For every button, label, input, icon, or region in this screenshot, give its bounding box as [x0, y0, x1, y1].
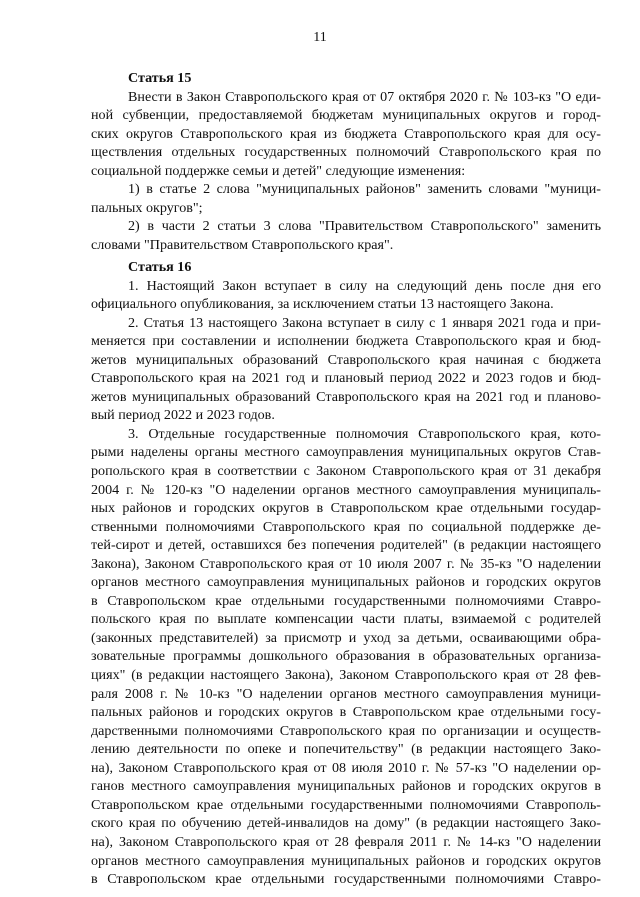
text-line: жетов муниципальных образований Ставропольского края начиная с бюджета: [91, 351, 601, 368]
text-line: циях" (в редакции настоящего Закона), Законом Ставропольского края от 28 фев-: [91, 667, 601, 684]
article-16-heading: Статья 16: [128, 259, 192, 275]
text-line: раля 2008 г. № 10-кз "О наделении органов местного самоуправления муници-: [91, 685, 601, 702]
text-line: Внести в Закон Ставропольского края от 07 октября 2020 г. № 103-кз "О еди-: [128, 88, 601, 105]
text-line: (законных представителей) за присмотр и уход за детьми, осваивающими обра-: [91, 629, 601, 646]
text-line: 2) в части 2 статьи 3 слова "Правительством Ставропольского" заменить: [128, 218, 601, 235]
page-number: 11: [313, 30, 327, 45]
text-line: рыми наделены органы местного самоуправления муниципальных округов Став-: [91, 444, 601, 461]
text-line: в Ставропольском крае отдельными государственными полномочиями Ставро-: [91, 871, 601, 888]
text-line: словами "Правительством Ставропольского края".: [91, 236, 394, 253]
text-line: 2004 г. № 120-кз "О наделении органов местного самоуправления муниципаль-: [91, 481, 601, 498]
article-16-body: [91, 277, 601, 889]
text-line: на), Законом Ставропольского края от 28 февраля 2011 г. № 14-кз "О наделении: [91, 833, 601, 850]
text-line: ных районов и городских округов в Ставропольском крае отдельными государ-: [91, 500, 601, 517]
text-line: социальной поддержке семьи и детей" следующие изменения:: [91, 162, 466, 179]
text-line: ной субвенции, предоставляемой бюджетам муниципальных округов и город-: [91, 107, 601, 124]
text-line: ского края по обучению детей-инвалидов на дому" (в редакции настоящего Зако-: [91, 815, 601, 832]
text-line: зовательные программы дошкольного образования в образовательных организа-: [91, 648, 601, 665]
text-line: ственными полномочиями Ставропольского края по социальной поддержке де-: [91, 518, 601, 535]
text-line: Ставропольского края на 2021 год и плановый период 2022 и 2023 годов и бюд-: [91, 370, 601, 387]
text-line: органов местного самоуправления муниципальных районов и городских округов: [91, 574, 601, 591]
text-line: официального опубликования, за исключением статьи 13 настоящего Закона.: [91, 296, 554, 313]
text-line: жетов муниципальных образований Ставропольского края на 2021 год и планово-: [91, 388, 601, 405]
text-line: лению деятельности по опеке и попечительству" (в редакции настоящего Зако-: [91, 741, 601, 758]
text-line: в Ставропольском крае отдельными государственными полномочиями Ставро-: [91, 592, 601, 609]
text-line: польского края по выплате компенсации части платы, взимаемой с родителей: [91, 611, 601, 628]
text-line: 1. Настоящий Закон вступает в силу на следующий день после дня его: [128, 277, 601, 294]
article-15-body: [91, 88, 601, 255]
article-15: [91, 69, 601, 254]
text-line: пальных районов и городских округов в Ставропольском крае отдельными госу-: [91, 704, 601, 721]
text-line: ганов местного самоуправления муниципальных районов и городских округов в: [91, 778, 601, 795]
article-16: [91, 258, 601, 889]
text-line: Ставропольском крае отдельными государственными полномочиями Ставрополь-: [91, 796, 601, 813]
article-15-heading: Статья 15: [128, 70, 192, 86]
text-line: дарственными полномочиями Ставропольского края по организации и осуществ-: [91, 722, 601, 739]
text-line: пальных округов";: [91, 199, 203, 216]
text-line: 1) в статье 2 слова "муниципальных районов" заменить словами "муници-: [128, 181, 601, 198]
text-line: ропольского края в соответствии с Законом Ставропольского края от 31 декабря: [91, 463, 601, 480]
text-line: органов местного самоуправления муниципальных районов и городских округов: [91, 852, 601, 869]
text-line: ществления отдельных государственных полномочий Ставропольского края по: [91, 144, 601, 161]
text-line: 3. Отдельные государственные полномочия Ставропольского края, кото-: [128, 425, 601, 442]
text-line: вый период 2022 и 2023 годов.: [91, 407, 275, 424]
text-line: Закона), Законом Ставропольского края от 10 июля 2007 г. № 35-кз "О наделении: [91, 555, 601, 572]
text-line: на), Законом Ставропольского края от 08 июля 2010 г. № 57-кз "О наделении ор-: [91, 759, 601, 776]
text-line: 2. Статья 13 настоящего Закона вступает в силу с 1 января 2021 года и при-: [128, 314, 601, 331]
text-line: тей-сирот и детей, оставшихся без попечения родителей" (в редакции настоящего: [91, 537, 601, 554]
text-line: ских округов Ставропольского края из бюджета Ставропольского края для осу-: [91, 125, 601, 142]
text-line: меняется при составлении и исполнении бюджета Ставропольского края и бюд-: [91, 333, 601, 350]
